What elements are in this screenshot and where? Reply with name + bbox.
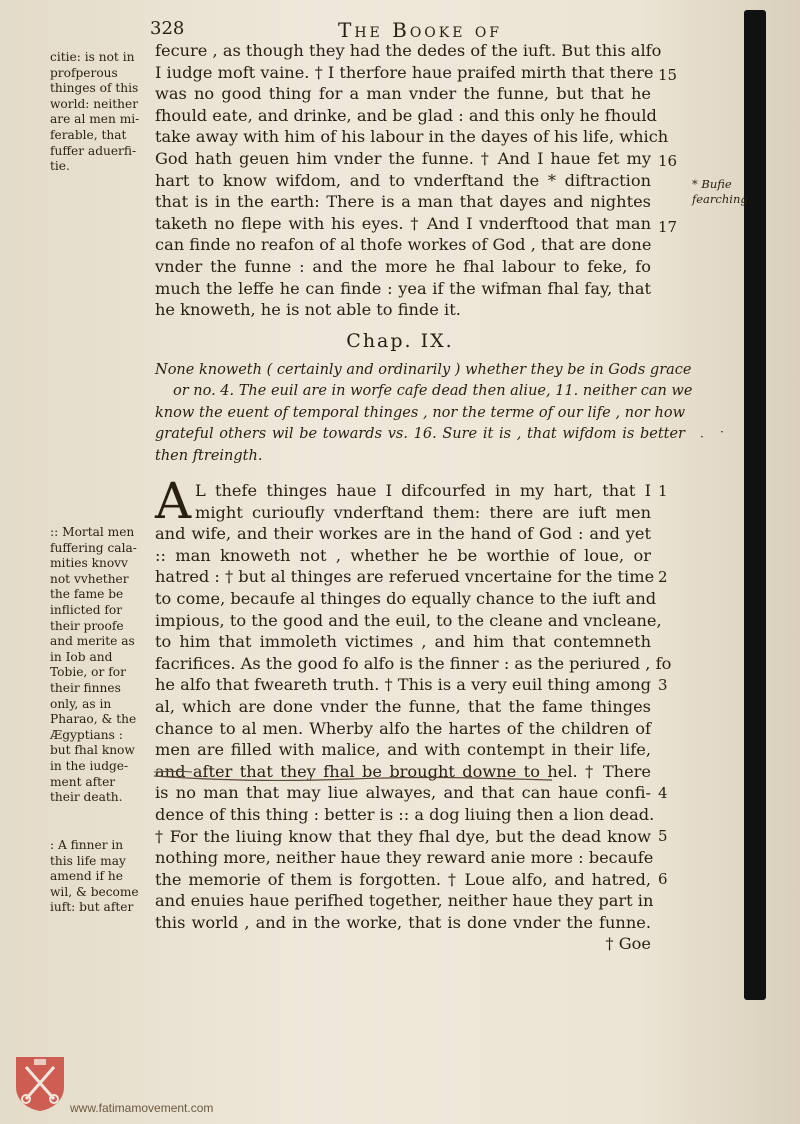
text-line: to him that immoleth victimes , and him that contemneth — [155, 632, 651, 652]
left-margin-note-2: :: Mortal men fuffering cala- mities knovv not vvhether the fame be inflicted for their proofe and merite as in Iob and Tobie, or for their finnes only, as in Pharao, & the Ægyptians : but fhal know in the iudge- ment after their death. — [50, 525, 137, 805]
text-line: L thefe thinges haue I difcourfed in my hart, that I — [195, 481, 651, 500]
text-line: al, which are done vnder the funne, that the fame thinges — [155, 696, 651, 716]
text-line: to come, becaufe al thinges do equally chance to the iuft and — [155, 588, 657, 608]
verse-number: 17 — [658, 218, 678, 236]
drop-cap: A — [155, 472, 192, 530]
page-edge-shadow — [744, 10, 766, 1000]
text-line: facrifices. As the good fo alfo is the finner : as the periured , fo — [155, 653, 672, 673]
text-line: :: man knoweth not , whether he be worthie of loue, or — [155, 545, 651, 565]
text-line: fecure , as though they had the dedes of the iuft. But this alfo — [155, 41, 662, 60]
chapter-body-text — [155, 480, 672, 955]
verse-number: 16 — [658, 152, 678, 170]
text-line: hatred : † but al thinges are referued vncertaine for the time — [155, 567, 655, 587]
verse-number: 3 — [658, 676, 668, 694]
chapter-heading: Chap. IX. — [346, 330, 454, 352]
left-margin-note-1: citie: is not in profperous thinges of this world: neither are al men mi- ferable, that fuffer aduerfi- tie. — [50, 50, 140, 174]
text-line: God hath geuen him vnder the funne. † And I haue fet my — [155, 148, 651, 168]
verse-number: 4 — [658, 784, 668, 802]
left-margin-note-3: : A finner in this life may amend if he wil, & become iuft: but after — [50, 838, 139, 915]
text-line: † For the liuing know that they fhal dye, but the dead know — [155, 826, 651, 846]
footer-url[interactable]: www.fatimamovement.com — [70, 1101, 214, 1115]
handwritten-underline — [152, 770, 652, 786]
text-line: take away with him of his labour in the dayes of his life, which — [155, 127, 669, 147]
verse-number: 1 — [658, 482, 668, 500]
text-line: impious, to the good and the euil, to the cleane and vncleane, — [155, 610, 662, 630]
text-line: the memorie of them is forgotten. † Loue alfo, and hatred, — [155, 869, 651, 889]
verse-number: 15 — [658, 66, 678, 84]
text-line: he alfo that fweareth truth. † This is a very euil thing among — [155, 675, 651, 695]
text-line: taketh no flepe with his eyes. † And I vnderftood that man — [155, 213, 651, 233]
text-line: men are filled with malice, and with contempt in their life, — [155, 740, 651, 760]
text-line: and enuies haue perifhed together, neither haue they part in — [155, 891, 654, 911]
text-line: might curioufly vnderftand them: there are iuft men — [195, 502, 651, 522]
catchword: † Goe — [605, 934, 651, 954]
text-line: vnder the funne : and the more he fhal labour to feke, fo — [155, 256, 651, 276]
text-line: I iudge moft vaine. † I therfore haue praifed mirth that there — [155, 62, 654, 82]
running-head: The Booke of — [338, 18, 503, 42]
text-line: dence of this thing : better is :: a dog liuing then a lion dead. — [155, 804, 655, 824]
text-line: and wife, and their workes are in the hand of God : and yet — [155, 524, 651, 544]
text-line: chance to al men. Wherby alfo the hartes of the children of — [155, 718, 651, 738]
papal-keys-logo-icon — [12, 1053, 68, 1113]
text-line: much the leffe he can finde : yea if the wifman fhal fay, that — [155, 278, 651, 298]
text-line: can finde no reafon of al thofe workes of God , that are done — [155, 235, 652, 255]
text-line: is no man that may liue alwayes, and that can haue confi- — [155, 783, 651, 803]
text-line: nothing more, neither haue they reward anie more : becaufe — [155, 848, 654, 868]
stray-mark: · — [700, 430, 704, 444]
text-line: hart to know wifdom, and to vnderftand the * diftraction — [155, 170, 651, 190]
text-line: he knoweth, he is not able to finde it. — [155, 300, 461, 320]
text-line: was no good thing for a man vnder the funne, but that he — [155, 84, 651, 104]
text-line: and after that they fhal be brought downe to hel. † There — [155, 761, 651, 781]
text-line: this world , and in the worke, that is done vnder the funne. — [155, 912, 651, 932]
page-number: 328 — [150, 18, 185, 39]
right-margin-note: * Bufie fearching. — [692, 177, 752, 206]
verse-number: 6 — [658, 870, 668, 888]
text-line: fhould eate, and drinke, and be glad : and this only he fhould — [155, 105, 657, 125]
chapter-summary: None knoweth ( certainly and ordinarily ) whether they be in Gods grace or no. 4. The euil are in worfe cafe dead then aliue, 11. neither can we know the euent of temporal thinges , nor the terme of our life , nor how grateful others wil be towards vs. 16. Sure it is , that wifdom is better then ftreingth. — [155, 362, 693, 464]
text-line: that is in the earth: There is a man that dayes and nightes — [155, 192, 651, 212]
stray-mark: · — [720, 425, 724, 439]
verse-number: 2 — [658, 568, 668, 586]
verse-number: 5 — [658, 827, 668, 845]
